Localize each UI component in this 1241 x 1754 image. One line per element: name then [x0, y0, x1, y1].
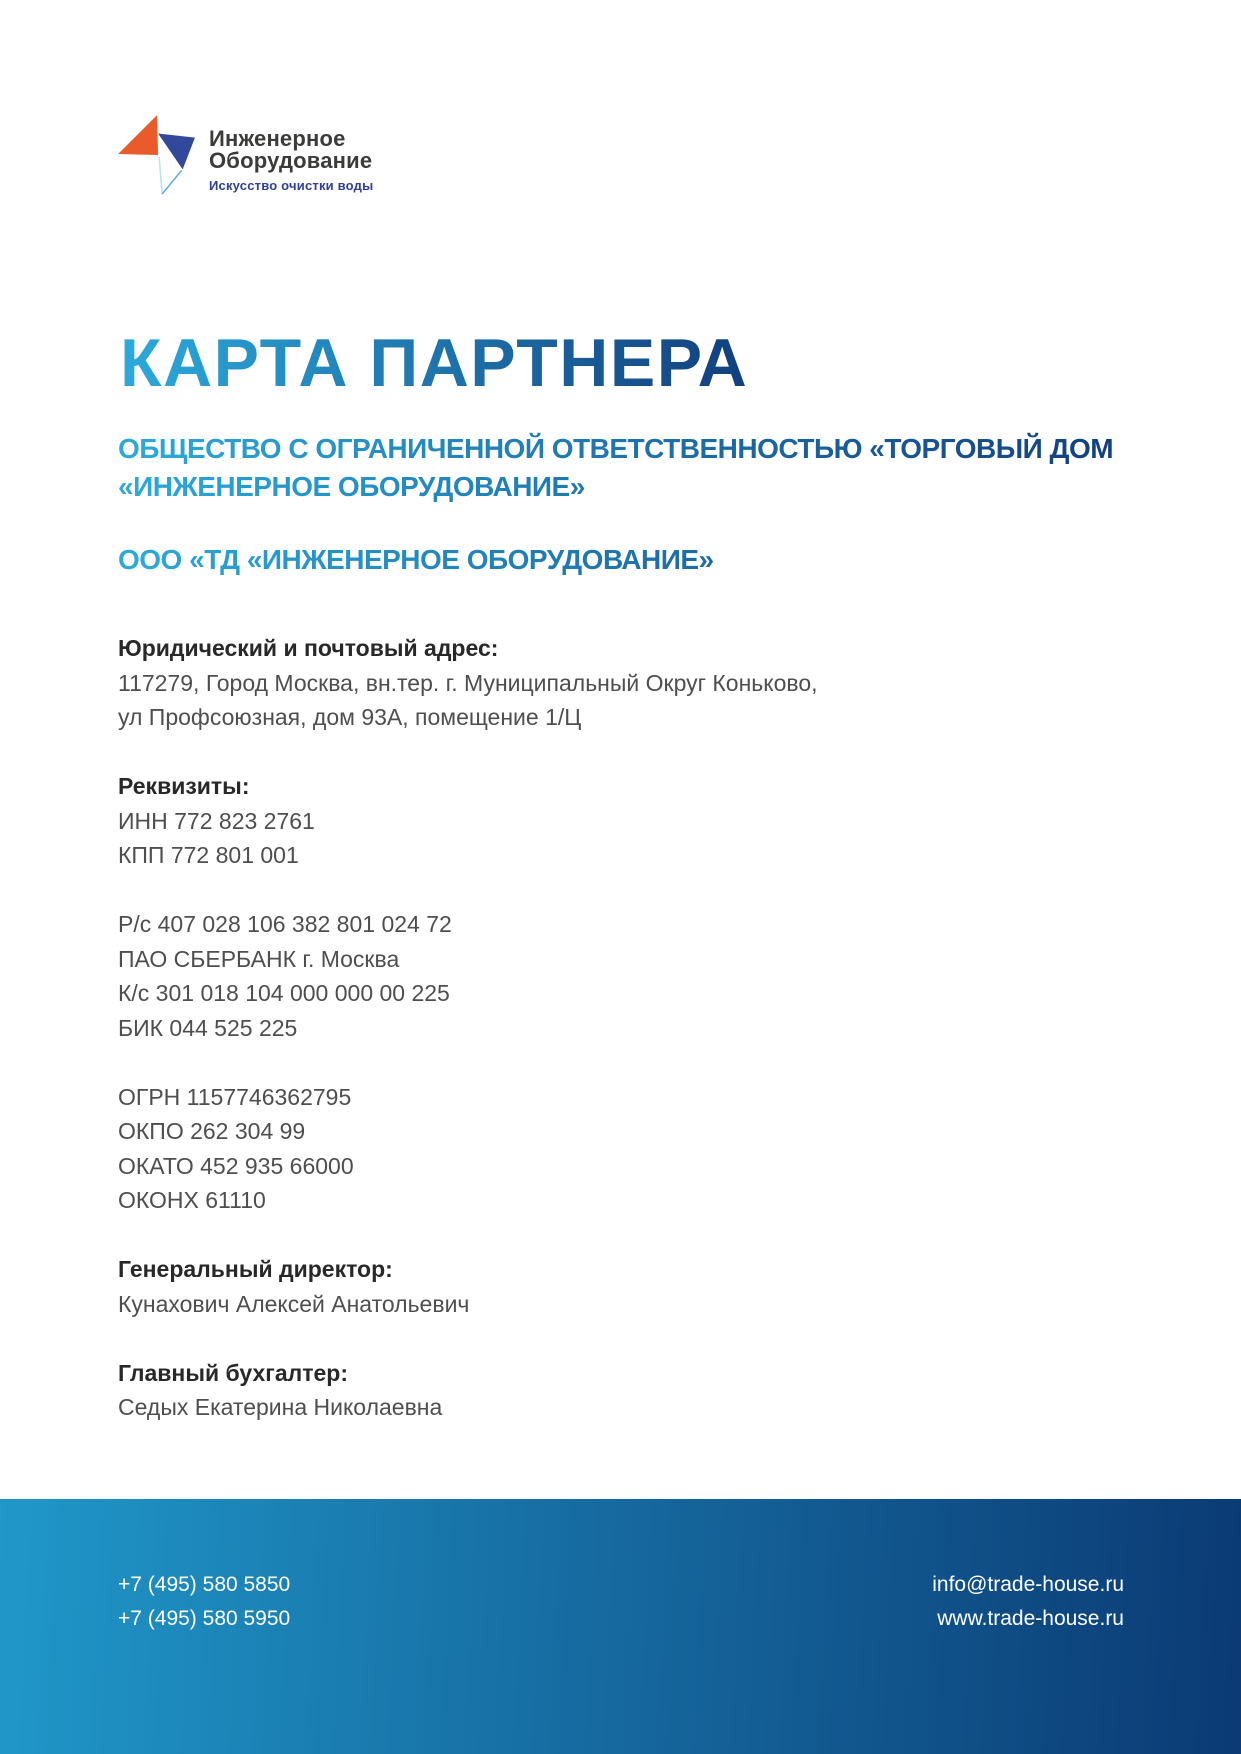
accountant-group	[118, 1356, 1078, 1425]
page-title: КАРТА ПАРТНЕРА	[120, 325, 749, 401]
logo-orange-triangle	[118, 115, 158, 155]
okato-line: ОКАТО 452 935 66000	[118, 1152, 354, 1179]
phone-number-1: +7 (495) 580 5850	[118, 1573, 291, 1596]
footer-phones	[118, 1568, 290, 1636]
logo-text-block	[209, 128, 373, 193]
company-full-name	[118, 430, 1118, 506]
director-heading: Генеральный директор:	[118, 1256, 393, 1282]
company-short-name: ООО «ТД «ИНЖЕНЕРНОЕ ОБОРУДОВАНИЕ»	[118, 541, 1118, 579]
footer-web	[932, 1568, 1124, 1636]
logo-cyan-edge-right	[162, 170, 181, 194]
details-section	[118, 631, 1078, 1459]
logo-tagline: Искусство очистки воды	[209, 178, 374, 193]
requisites-tax-group	[118, 769, 1078, 873]
company-full-name-line2: «ИНЖЕНЕРНОЕ ОБОРУДОВАНИЕ»	[118, 471, 585, 502]
footer-band	[0, 1499, 1241, 1754]
email-address: info@trade-house.ru	[932, 1573, 1124, 1596]
accountant-heading: Главный бухгалтер:	[118, 1359, 349, 1386]
ogrn-line: ОГРН 1157746362795	[118, 1083, 352, 1110]
logo-blue-triangle	[158, 134, 195, 170]
address-line: 117279, Город Москва, вн.тер. г. Муниципальный Округ Коньково,	[118, 669, 818, 696]
inn-line: ИНН 772 823 2761	[118, 807, 315, 834]
kpp-line: КПП 772 801 001	[118, 842, 299, 868]
correspondent-account-line: К/с 301 018 104 000 000 00 225	[118, 980, 450, 1006]
director-name: Кунахович Алексей Анатольевич	[118, 1290, 470, 1317]
company-logo-icon	[115, 112, 195, 196]
bank-name-line: ПАО СБЕРБАНК г. Москва	[118, 945, 400, 972]
address-group	[118, 631, 1078, 735]
phone-number-2: +7 (495) 580 5950	[118, 1607, 291, 1630]
address-line: ул Профсоюзная, дом 93А, помещение 1/Ц	[118, 704, 582, 730]
accountant-name: Седых Екатерина Николаевна	[118, 1394, 443, 1420]
registration-codes-group	[118, 1080, 1078, 1218]
logo-cyan-edge-left	[159, 157, 162, 194]
logo-name-line1: Инженерное	[209, 126, 346, 151]
bank-details-group	[118, 907, 1078, 1045]
company-full-name-line1: ОБЩЕСТВО С ОГРАНИЧЕННОЙ ОТВЕТСТВЕННОСТЬЮ «ТОРГОВЫЙ ДОМ	[118, 433, 1114, 464]
director-group	[118, 1252, 1078, 1321]
website-address: www.trade-house.ru	[937, 1607, 1124, 1630]
bik-line: БИК 044 525 225	[118, 1014, 298, 1041]
okonh-line: ОКОНХ 61110	[118, 1187, 266, 1213]
okpo-line: ОКПО 262 304 99	[118, 1118, 306, 1144]
address-heading: Юридический и почтовый адрес:	[118, 635, 499, 661]
requisites-heading: Реквизиты:	[118, 773, 250, 799]
footer-contacts	[118, 1568, 1124, 1636]
logo-name-line2: Оборудование	[209, 147, 373, 173]
settlement-account-line: Р/с 407 028 106 382 801 024 72	[118, 911, 452, 937]
